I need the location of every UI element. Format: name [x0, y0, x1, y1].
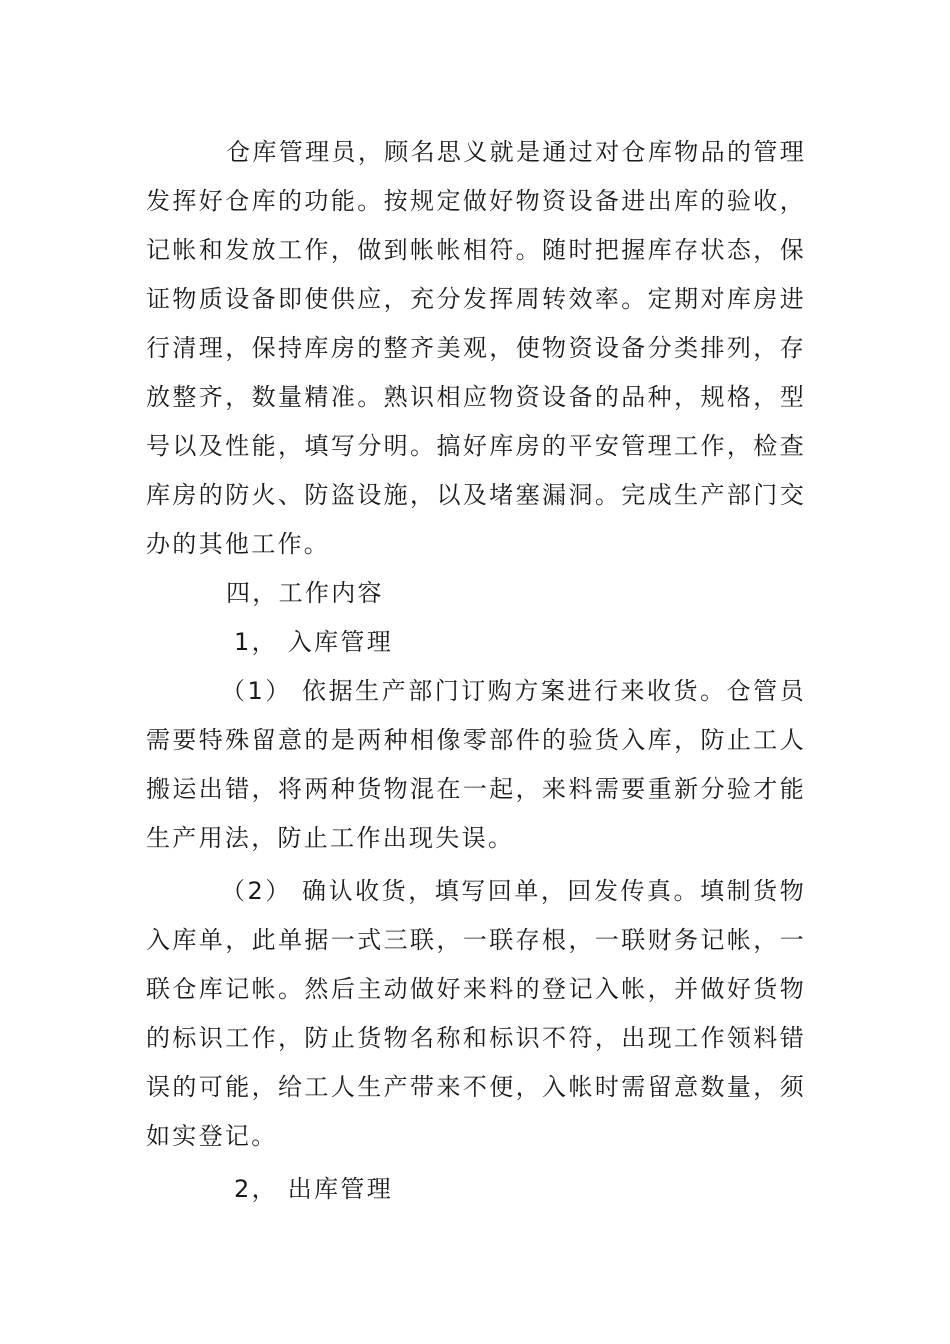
- section-heading-work-content: 四，工作内容: [226, 579, 384, 607]
- subsection-heading-inbound: 1， 入库管理: [234, 628, 393, 656]
- document-body: [146, 128, 806, 1214]
- paragraph-inbound-step-1: （1） 依据生产部门订购方案进行来收货。仓管员需要特殊留意的是两种相像零部件的验货入库，防止工人搬运出错，将两种货物混在一起，来料需要重新分验才能生产用法，防止工作出现失误。: [146, 677, 806, 852]
- subsection-heading-outbound: 2， 出库管理: [234, 1175, 393, 1203]
- paragraph-inbound-step-2: （2） 确认收货，填写回单，回发传真。填制货物入库单，此单据一式三联，一联存根，一联财务记帐，一联仓库记帐。然后主动做好来料的登记入帐，并做好货物的标识工作，防止货物名称和标识不符，出现工作领料错误的可能，给工人生产带来不便，入帐时需留意数量，须如实登记。: [146, 877, 806, 1150]
- paragraph-intro: 仓库管理员，顾名思义就是通过对仓库物品的管理发挥好仓库的功能。按规定做好物资设备进出库的验收，记帐和发放工作，做到帐帐相符。随时把握库存状态，保证物质设备即使供应，充分发挥周转效率。定期对库房进行清理，保持库房的整齐美观，使物资设备分类排列，存放整齐，数量精准。熟识相应物资设备的品种，规格，型号以及性能，填写分明。搞好库房的平安管理工作，检查库房的防火、防盗设施，以及堵塞漏洞。完成生产部门交办的其他工作。: [146, 138, 806, 558]
